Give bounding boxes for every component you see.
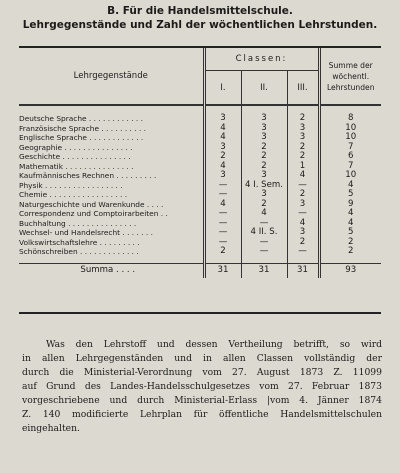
header-class-2: II. <box>241 71 287 105</box>
header-subject: Lehrgegenstände <box>19 48 204 105</box>
class-3-cell: 3 <box>287 133 319 143</box>
class-3-cell: — <box>287 181 319 191</box>
subject-cell: Französische Sprache . . . . . . . . . . <box>19 123 146 133</box>
class-2-cell: 4 II. S. <box>241 228 287 238</box>
paragraph-line: auf Grund des Landes-Handelsschulgesetzes vom 27. Februar 1873 <box>22 381 382 392</box>
class-2-cell: — <box>241 247 287 257</box>
class-2-cell: 4 <box>241 209 287 219</box>
class-2-cell: 2 <box>241 200 287 210</box>
class-1-cell: 2 <box>204 247 241 257</box>
sum-cell: 5 <box>319 190 381 200</box>
class-1-cell: 4 <box>204 124 241 134</box>
class-3-cell: 2 <box>287 114 319 124</box>
table-row <box>19 143 381 153</box>
class-1-cell: — <box>204 228 241 238</box>
class-2-cell: 3 <box>241 124 287 134</box>
class-2-cell: 4 I. Sem. <box>241 181 287 191</box>
subject-cell: Geographie . . . . . . . . . . . . . . . <box>19 142 133 152</box>
sum-cell: 7 <box>319 143 381 153</box>
sum-row <box>19 263 381 278</box>
table-row <box>19 219 381 229</box>
subject-cell: Buchhaltung . . . . . . . . . . . . . . . <box>19 218 137 228</box>
table-row <box>19 200 381 210</box>
sum-cell: 10 <box>319 124 381 134</box>
table-row <box>19 228 381 238</box>
lesson-table <box>19 46 381 314</box>
paragraph-line: Z. 140 modificierte Lehrplan für öffentliche Handelsmittelschulen <box>22 409 382 420</box>
sum-cell: 6 <box>319 152 381 162</box>
curriculum-paragraph <box>22 338 382 436</box>
sum-cell: 7 <box>319 162 381 172</box>
sum-cell: 9 <box>319 200 381 210</box>
class-1-cell: — <box>204 238 241 248</box>
class-1-cell: — <box>204 181 241 191</box>
class-1-cell: 2 <box>204 152 241 162</box>
class-3-cell: — <box>287 209 319 219</box>
table-row <box>19 171 381 181</box>
class-1-cell: 4 <box>204 162 241 172</box>
subject-cell: Englische Sprache . . . . . . . . . . . . <box>19 133 144 142</box>
table-row <box>19 162 381 172</box>
sum-label: Summa . . . . <box>19 263 204 278</box>
paragraph-line: in allen Lehrgegenständen und in allen Classen vollständig der <box>22 353 382 364</box>
class-2-cell: 3 <box>241 190 287 200</box>
subject-cell: Kaufmännisches Rechnen . . . . . . . . . <box>19 171 157 180</box>
class-3-cell: 2 <box>287 152 319 162</box>
section-subtitle: Lehrgegenstände und Zahl der wöchentlichen Lehrstunden. <box>22 19 378 31</box>
table-row <box>19 181 381 191</box>
table-row <box>19 238 381 248</box>
class-2-cell: 3 <box>241 114 287 124</box>
class-2-cell: 2 <box>241 152 287 162</box>
header-sum: Summe der wöchentl. Lehrstunden <box>319 48 381 105</box>
paragraph-line: Was den Lehrstoff und dessen Vertheilung betrifft, so wird <box>46 339 382 350</box>
header-class-3: III. <box>287 71 319 105</box>
class-1-cell: 4 <box>204 133 241 143</box>
class-1-cell: — <box>204 219 241 229</box>
sum-total: 93 <box>319 263 381 278</box>
section-title: B. Für die Handelsmittelschule. <box>107 5 293 17</box>
table-row <box>19 209 381 219</box>
class-1-cell: — <box>204 209 241 219</box>
class-3-cell: 2 <box>287 190 319 200</box>
paragraph-line: vorgeschriebene und durch Ministerial-Erlass |vom 4. Jänner 1874 <box>22 395 382 406</box>
class-2-cell: 2 <box>241 143 287 153</box>
class-2-cell: 3 <box>241 171 287 181</box>
class-2-cell: 3 <box>241 133 287 143</box>
class-1-cell: 3 <box>204 143 241 153</box>
subject-cell: Correspondenz und Comptoirarbeiten . . <box>19 209 168 218</box>
paragraph-line: durch die Ministerial-Verordnung vom 27. August 1873 Z. 11099 <box>22 367 382 378</box>
table-row <box>19 247 381 257</box>
subject-cell: Volkswirtschaftslehre . . . . . . . . . <box>19 237 140 247</box>
paragraph-line: eingehalten. <box>22 423 80 434</box>
header-class-1: I. <box>204 71 241 105</box>
table-row <box>19 124 381 134</box>
class-1-cell: 3 <box>204 114 241 124</box>
sum-cell: 4 <box>319 209 381 219</box>
sum-cell: 2 <box>319 238 381 248</box>
sum-class-2: 31 <box>241 263 287 278</box>
subject-cell: Chemie . . . . . . . . . . . . . . . . . <box>19 190 128 199</box>
subject-cell: Wechsel- und Handelsrecht . . . . . . . <box>19 228 153 237</box>
sum-class-1: 31 <box>204 263 241 278</box>
class-2-cell: — <box>241 219 287 229</box>
class-1-cell: — <box>204 190 241 200</box>
class-1-cell: 4 <box>204 200 241 210</box>
class-3-cell: 4 <box>287 171 319 181</box>
subject-cell: Mathematik . . . . . . . . . . . . . . . <box>19 161 134 171</box>
subject-cell: Physik . . . . . . . . . . . . . . . . . <box>19 180 123 190</box>
table-row <box>19 152 381 162</box>
sum-cell: 10 <box>319 133 381 143</box>
class-2-cell: — <box>241 238 287 248</box>
subject-cell: Geschichte . . . . . . . . . . . . . . . <box>19 152 131 161</box>
sum-cell: 4 <box>319 219 381 229</box>
table-row <box>19 190 381 200</box>
subject-cell: Schönschreiben . . . . . . . . . . . . . <box>19 247 139 256</box>
table-body <box>19 105 381 263</box>
class-3-cell: 4 <box>287 219 319 229</box>
class-3-cell: 3 <box>287 200 319 210</box>
sum-cell: 10 <box>319 171 381 181</box>
sum-class-3: 31 <box>287 263 319 278</box>
subject-cell: Deutsche Sprache . . . . . . . . . . . . <box>19 114 143 123</box>
class-3-cell: 3 <box>287 124 319 134</box>
header-classes: Classen: <box>204 48 319 71</box>
class-3-cell: 2 <box>287 143 319 153</box>
sum-cell: 8 <box>319 114 381 124</box>
sum-cell: 5 <box>319 228 381 238</box>
class-3-cell: 1 <box>287 162 319 172</box>
table-row <box>19 114 381 124</box>
table-row <box>19 133 381 143</box>
section-heading <box>0 4 400 32</box>
class-3-cell: — <box>287 247 319 257</box>
class-3-cell: 2 <box>287 238 319 248</box>
class-1-cell: 3 <box>204 171 241 181</box>
sum-cell: 4 <box>319 181 381 191</box>
class-3-cell: 3 <box>287 228 319 238</box>
class-2-cell: 2 <box>241 162 287 172</box>
sum-cell: 2 <box>319 247 381 257</box>
subject-cell: Naturgeschichte und Warenkunde . . . . <box>19 199 164 209</box>
